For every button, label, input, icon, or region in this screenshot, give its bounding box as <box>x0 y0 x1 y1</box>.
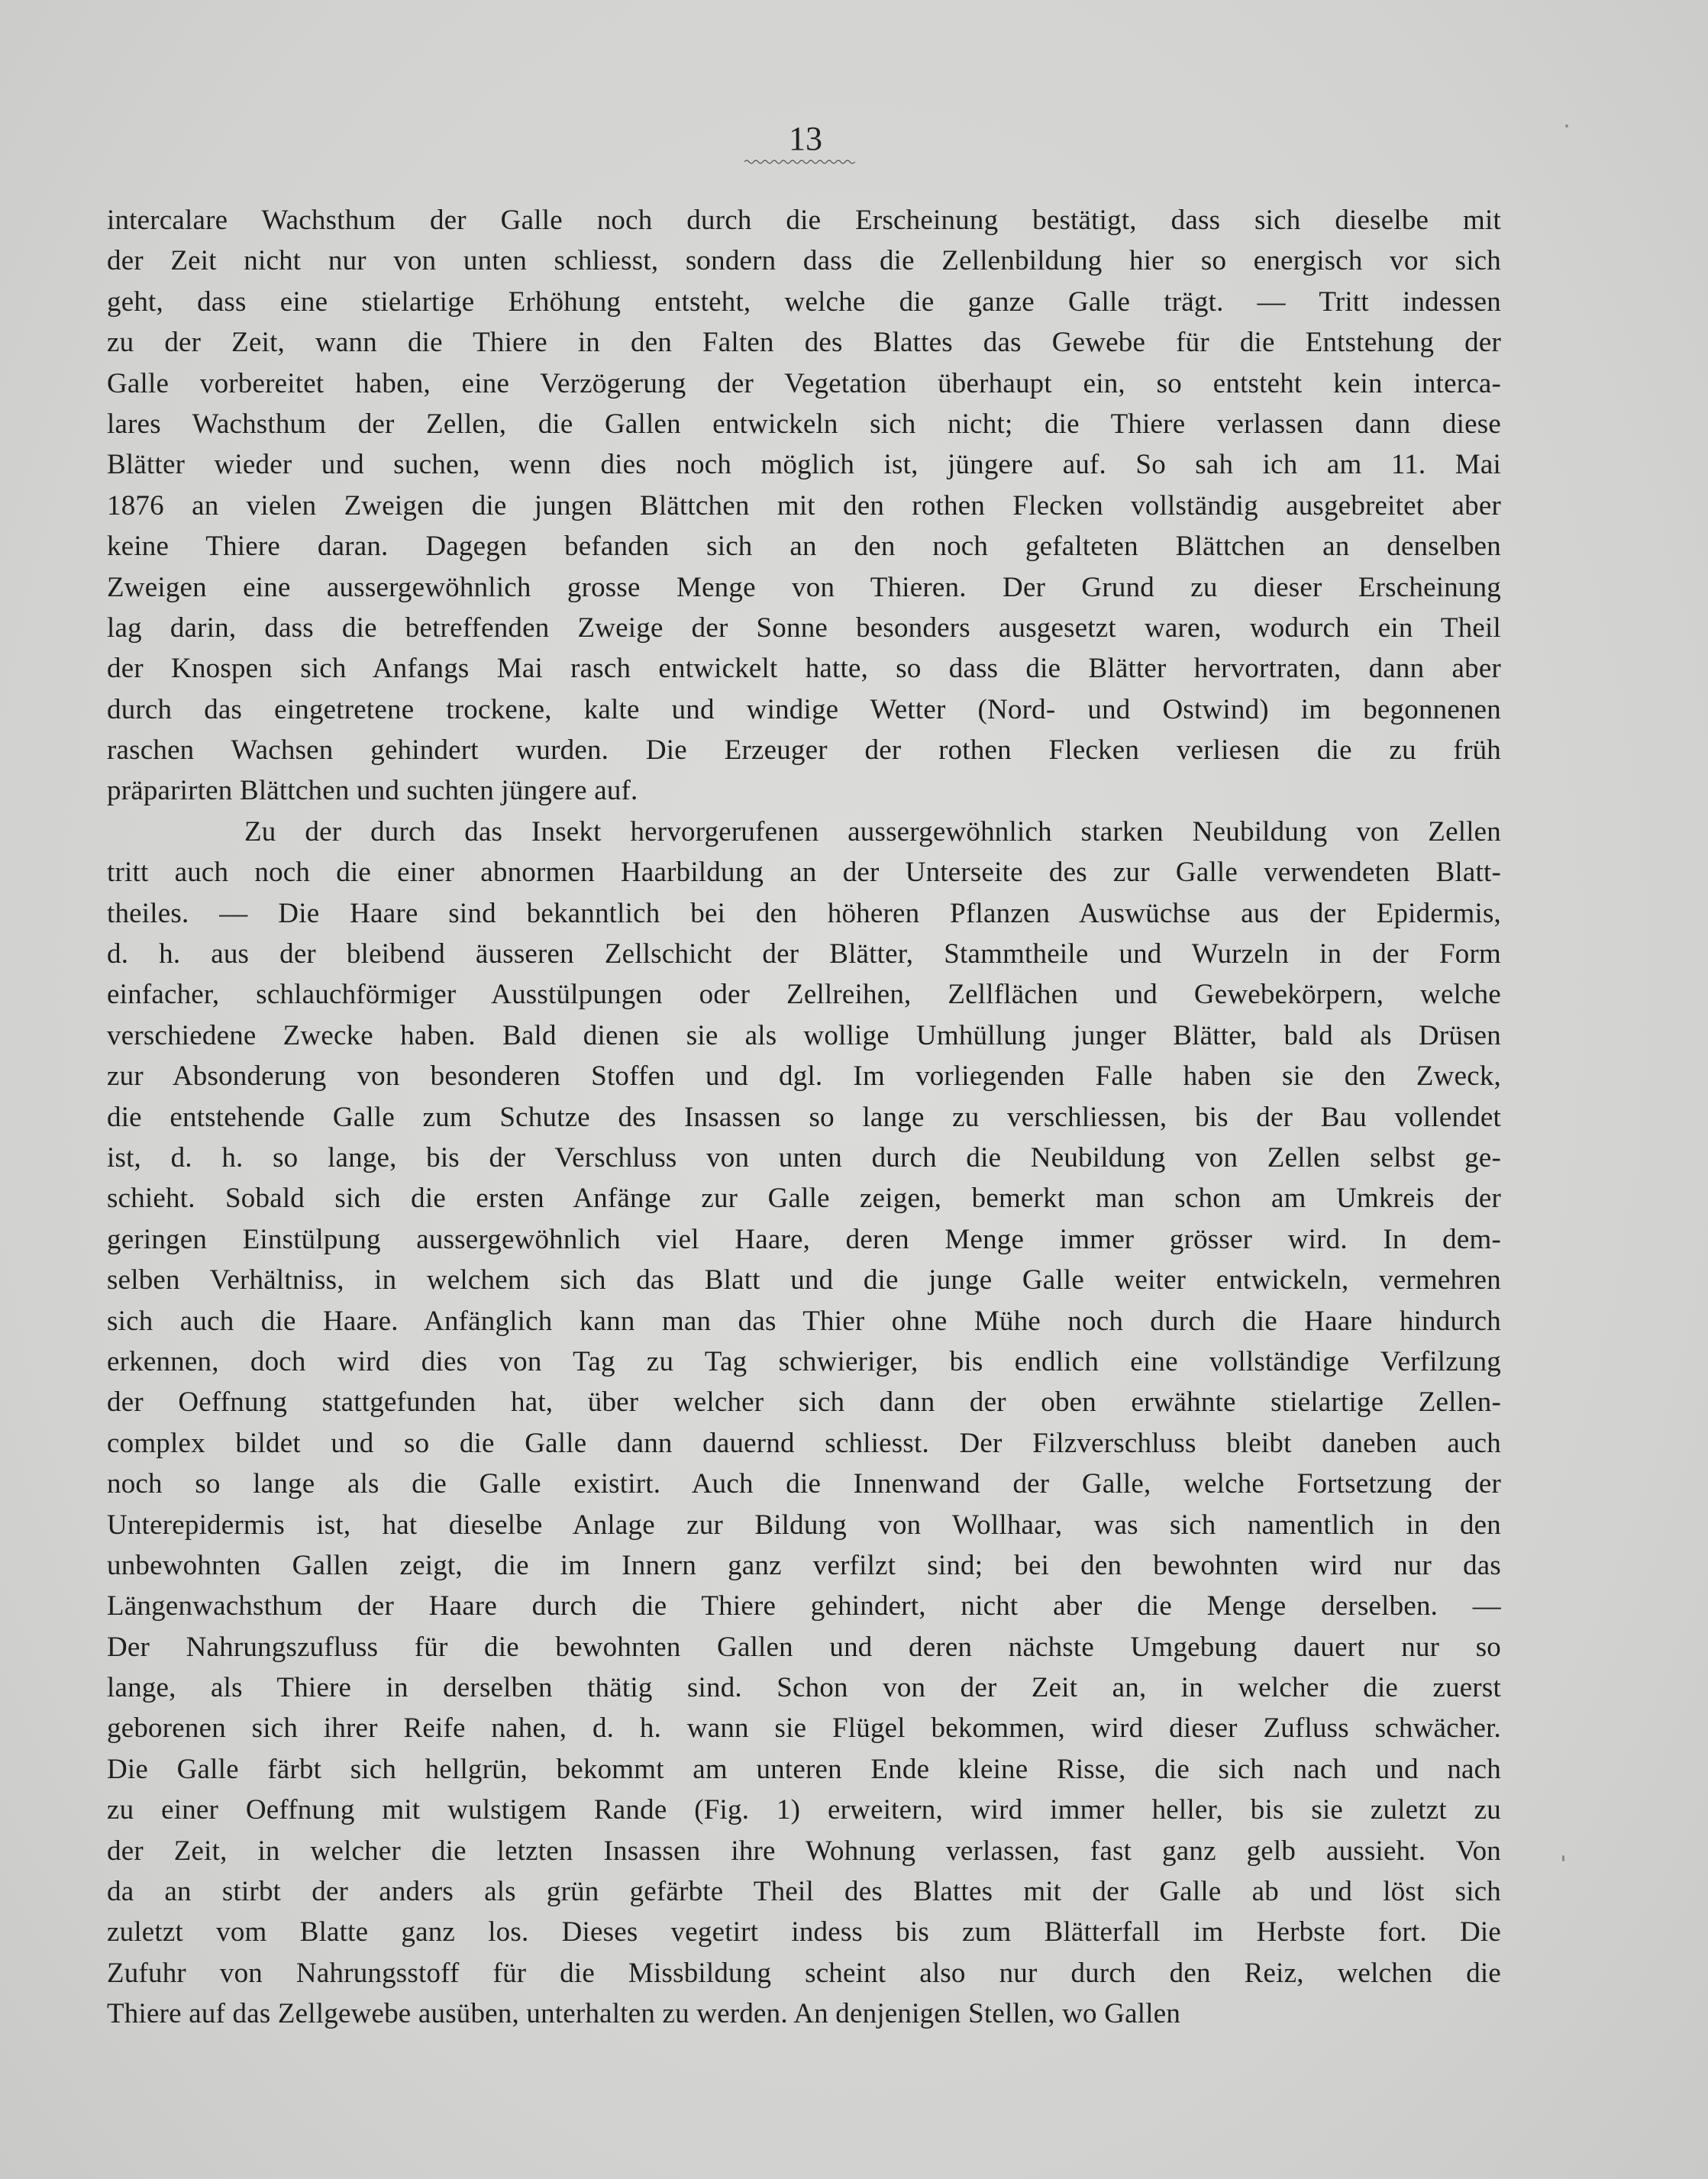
text-line: zuletzt vom Blatte ganz los. Dieses vegetirt indess bis zum Blätterfall im Herbste fort. Die <box>107 1916 1501 1948</box>
body-text <box>107 200 1501 2035</box>
text-line: lange, als Thiere in derselben thätig sind. Schon von der Zeit an, in welcher die zuerst <box>107 1672 1501 1704</box>
scan-speck <box>1565 124 1568 128</box>
text-line: schieht. Sobald sich die ersten Anfänge zur Galle zeigen, bemerkt man schon am Umkreis der <box>107 1183 1501 1215</box>
text-line: complex bildet und so die Galle dann dauernd schliesst. Der Filzverschluss bleibt daneben auch <box>107 1427 1501 1459</box>
text-line: der Oeffnung stattgefunden hat, über welcher sich dann der oben erwähnte stielartige Zellen- <box>107 1386 1501 1419</box>
text-line: verschiedene Zwecke haben. Bald dienen sie als wollige Umhüllung junger Blätter, bald als Drüsen <box>107 1019 1501 1051</box>
text-line: theiles. — Die Haare sind bekanntlich bei den höheren Pflanzen Auswüchse aus der Epidermis, <box>107 897 1501 929</box>
text-line: ist, d. h. so lange, bis der Verschluss von unten durch die Neubildung von Zellen selbst ge- <box>107 1141 1501 1173</box>
text-line: Zweigen eine aussergewöhnlich grosse Menge von Thieren. Der Grund zu dieser Erscheinung <box>107 571 1501 603</box>
paragraph-1 <box>107 200 1501 812</box>
text-line: der Zeit, in welcher die letzten Insassen ihre Wohnung verlassen, fast ganz gelb aussieht. Von <box>107 1835 1501 1867</box>
text-line: selben Verhältniss, in welchem sich das Blatt und die junge Galle weiter entwickeln, vermehren <box>107 1264 1501 1296</box>
text-line: d. h. aus der bleibend äusseren Zellschicht der Blätter, Stammtheile und Wurzeln in der Form <box>107 938 1501 970</box>
text-line: Galle vorbereitet haben, eine Verzögerung der Vegetation überhaupt ein, so entsteht kein interca- <box>107 367 1501 399</box>
text-line: durch das eingetretene trockene, kalte und windige Wetter (Nord- und Ostwind) im begonnenen <box>107 693 1501 725</box>
text-line: Zu der durch das Insekt hervorgerufenen aussergewöhnlich starken Neubildung von Zellen <box>244 815 1501 847</box>
paragraph-2 <box>107 812 1501 2035</box>
text-line: präparirten Blättchen und suchten jüngere auf. <box>107 775 638 807</box>
text-line: keine Thiere daran. Dagegen befanden sich an den noch gefalteten Blättchen an denselben <box>107 531 1501 563</box>
text-line: Die Galle färbt sich hellgrün, bekommt am unteren Ende kleine Risse, die sich nach und nach <box>107 1753 1501 1785</box>
text-line: lares Wachsthum der Zellen, die Gallen entwickeln sich nicht; die Thiere verlassen dann diese <box>107 408 1501 440</box>
text-line: raschen Wachsen gehindert wurden. Die Erzeuger der rothen Flecken verliesen die zu früh <box>107 734 1501 767</box>
text-line: intercalare Wachsthum der Galle noch durch die Erscheinung bestätigt, dass sich dieselbe mit <box>107 205 1501 236</box>
text-line: sich auch die Haare. Anfänglich kann man das Thier ohne Mühe noch durch die Haare hindurch <box>107 1305 1501 1337</box>
text-line: da an stirbt der anders als grün gefärbte Theil des Blattes mit der Galle ab und löst sich <box>107 1876 1501 1908</box>
text-line: der Knospen sich Anfangs Mai rasch entwickelt hatte, so dass die Blätter hervortraten, dann aber <box>107 653 1501 685</box>
text-line: geringen Einstülpung aussergewöhnlich viel Haare, deren Menge immer grösser wird. In dem- <box>107 1223 1501 1255</box>
text-line: geht, dass eine stielartige Erhöhung entsteht, welche die ganze Galle trägt. — Tritt indessen <box>107 286 1501 318</box>
text-line: tritt auch noch die einer abnormen Haarbildung an der Unterseite des zur Galle verwendeten Blatt- <box>107 857 1501 889</box>
text-line: unbewohnten Gallen zeigt, die im Innern ganz verfilzt sind; bei den bewohnten wird nur das <box>107 1549 1501 1581</box>
text-line: zu einer Oeffnung mit wulstigem Rande (Fig. 1) erweitern, wird immer heller, bis sie zuletzt zu <box>107 1794 1501 1826</box>
text-line: einfacher, schlauchförmiger Ausstülpungen oder Zellreihen, Zellflächen und Gewebekörpern, welche <box>107 979 1501 1011</box>
text-line: zur Absonderung von besonderen Stoffen und dgl. Im vorliegenden Falle haben sie den Zweck, <box>107 1060 1501 1093</box>
scan-speck <box>1562 1855 1564 1861</box>
page-number: 13 <box>789 120 822 157</box>
text-line: der Zeit nicht nur von unten schliesst, sondern dass die Zellenbildung hier so energisch vor sich <box>107 245 1501 277</box>
text-line: Der Nahrungszufluss für die bewohnten Gallen und deren nächste Umgebung dauert nur so <box>107 1631 1501 1663</box>
text-line: noch so lange als die Galle existirt. Auch die Innenwand der Galle, welche Fortsetzung der <box>107 1468 1501 1500</box>
text-line: 1876 an vielen Zweigen die jungen Blättchen mit den rothen Flecken vollständig ausgebreitet aber <box>107 489 1501 521</box>
page-number-ornament <box>744 159 855 165</box>
text-line: Unterepidermis ist, hat dieselbe Anlage zur Bildung von Wollhaar, was sich namentlich in den <box>107 1509 1501 1541</box>
text-line: Längenwachsthum der Haare durch die Thiere gehindert, nicht aber die Menge derselben. — <box>107 1590 1501 1622</box>
text-line: zu der Zeit, wann die Thiere in den Falten des Blattes das Gewebe für die Entstehung der <box>107 327 1501 359</box>
text-line: erkennen, doch wird dies von Tag zu Tag schwieriger, bis endlich eine vollständige Verfilzung <box>107 1345 1501 1377</box>
text-line: Thiere auf das Zellgewebe ausüben, unterhalten zu werden. An denjenigen Stellen, wo Gallen <box>107 1998 1181 2030</box>
text-line: Blätter wieder und suchen, wenn dies noch möglich ist, jüngere auf. So sah ich am 11. Mai <box>107 449 1501 481</box>
text-line: die entstehende Galle zum Schutze des Insassen so lange zu verschliessen, bis der Bau vollendet <box>107 1101 1501 1133</box>
text-line: lag darin, dass die betreffenden Zweige der Sonne besonders ausgesetzt waren, wodurch ein Theil <box>107 612 1501 644</box>
text-line: Zufuhr von Nahrungsstoff für die Missbildung scheint also nur durch den Reiz, welchen die <box>107 1957 1501 1989</box>
text-line: geborenen sich ihrer Reife nahen, d. h. wann sie Flügel bekommen, wird dieser Zufluss schwächer. <box>107 1713 1501 1745</box>
